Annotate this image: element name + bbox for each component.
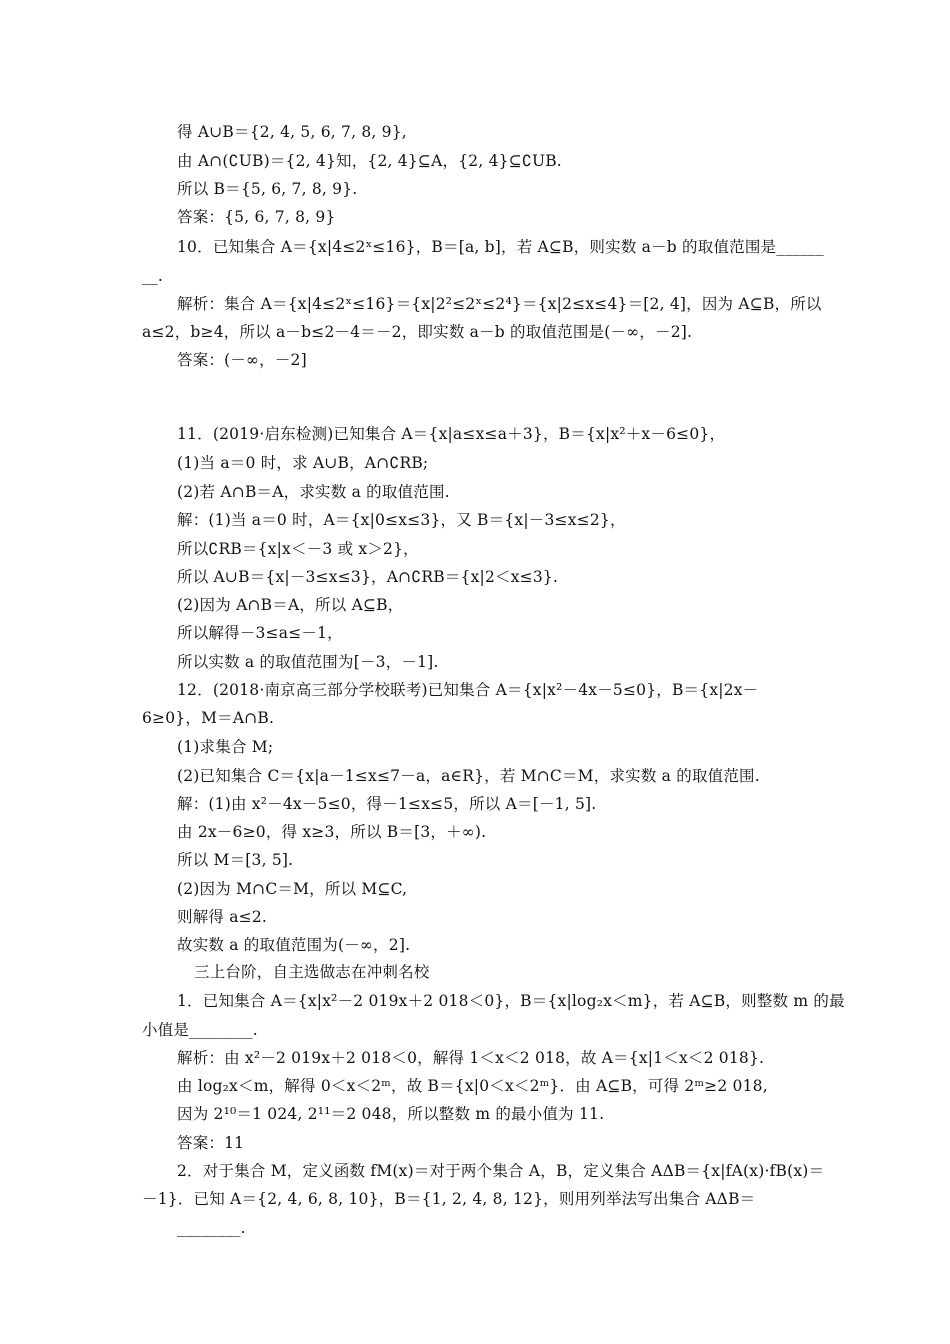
section-heading: 三上台阶，自主选做志在冲刺名校 [194,963,430,981]
text-line: 则解得 a≤2. [177,908,268,926]
analysis-line: 解析：由 x²－2 019x＋2 018＜0，解得 1＜x＜2 018，故 A＝{x|1＜x＜2 018}. [177,1049,765,1067]
text-line: 得 A∪B＝{2, 4, 5, 6, 7, 8, 9}, [177,123,407,141]
text-line: 由 A∩(∁UB)＝{2, 4}知，{2, 4}⊆A，{2, 4}⊆∁UB. [177,152,562,170]
text-line: 6≥0}，M＝A∩B. [142,709,275,727]
blank-line: ________. [177,1219,246,1237]
text-line: __. [142,267,164,285]
text-line: (2)因为 M∩C＝M，所以 M⊆C, [177,880,408,898]
text-line: 所以∁RB＝{x|x＜－3 或 x＞2}， [177,540,419,558]
question-1: 1．已知集合 A＝{x|x²－2 019x＋2 018＜0}，B＝{x|log₂x＜m}，若 A⊆B，则整数 m 的最 [177,992,845,1010]
answer-line: 答案：11 [177,1134,245,1152]
text-line: －1}．已知 A＝{2, 4, 6, 8, 10}，B＝{1, 2, 4, 8, 12}，则用列举法写出集合 AΔB＝ [142,1190,756,1208]
text-line: (2)若 A∩B＝A，求实数 a 的取值范围. [177,483,450,501]
text-line: 所以 M＝[3, 5]. [177,851,294,869]
text-line: 故实数 a 的取值范围为(－∞，2]. [177,936,411,954]
text-line: 所以实数 a 的取值范围为[－3，－1]. [177,653,439,671]
text-line: 所以解得－3≤a≤－1， [177,624,343,642]
text-line: (1)求集合 M; [177,738,274,756]
text-line: (1)当 a＝0 时，求 A∪B，A∩∁RB; [177,454,429,472]
answer-line: 答案：(－∞，－2] [177,351,307,369]
text-line: 所以 A∪B＝{x|－3≤x≤3}，A∩∁RB＝{x|2＜x≤3}. [177,568,559,586]
solution-line: 解：(1)由 x²－4x－5≤0，得－1≤x≤5，所以 A＝[－1, 5]. [177,795,597,813]
text-line: a≤2，b≥4，所以 a－b≤2－4＝－2，即实数 a－b 的取值范围是(－∞，－2]. [142,323,693,341]
question-2: 2．对于集合 M，定义函数 fM(x)＝对于两个集合 A，B，定义集合 AΔB＝{x|fA(x)·fB(x)＝ [177,1162,825,1180]
question-11: 11．(2019·启东检测)已知集合 A＝{x|a≤x≤a＋3}，B＝{x|x²＋x－6≤0}， [177,425,726,443]
text-line: 所以 B＝{5, 6, 7, 8, 9}. [177,180,358,198]
text-line: 小值是________. [142,1021,258,1039]
question-10: 10．已知集合 A＝{x|4≤2ˣ≤16}，B＝[a, b]，若 A⊆B，则实数 a－b 的取值范围是______ [177,238,824,256]
analysis-line: 解析：集合 A＝{x|4≤2ˣ≤16}＝{x|2²≤2ˣ≤2⁴}＝{x|2≤x≤4}＝[2, 4]，因为 A⊆B，所以 [177,295,822,313]
text-line: 由 2x－6≥0，得 x≥3，所以 B＝[3，＋∞). [177,823,487,841]
text-line: 因为 2¹⁰＝1 024, 2¹¹＝2 048，所以整数 m 的最小值为 11. [177,1105,605,1123]
text-line: 由 log₂x＜m，解得 0＜x＜2ᵐ，故 B＝{x|0＜x＜2ᵐ}．由 A⊆B，可得 2ᵐ≥2 018, [177,1077,768,1095]
answer-line: 答案：{5, 6, 7, 8, 9} [177,208,336,226]
question-12: 12．(2018·南京高三部分学校联考)已知集合 A＝{x|x²－4x－5≤0}，B＝{x|2x－ [177,681,759,699]
text-line: (2)因为 A∩B＝A，所以 A⊆B， [177,596,404,614]
text-line: (2)已知集合 C＝{x|a－1≤x≤7－a，a∈R}，若 M∩C＝M，求实数 a 的取值范围. [177,767,760,785]
solution-line: 解：(1)当 a＝0 时，A＝{x|0≤x≤3}，又 B＝{x|－3≤x≤2}， [177,511,626,529]
